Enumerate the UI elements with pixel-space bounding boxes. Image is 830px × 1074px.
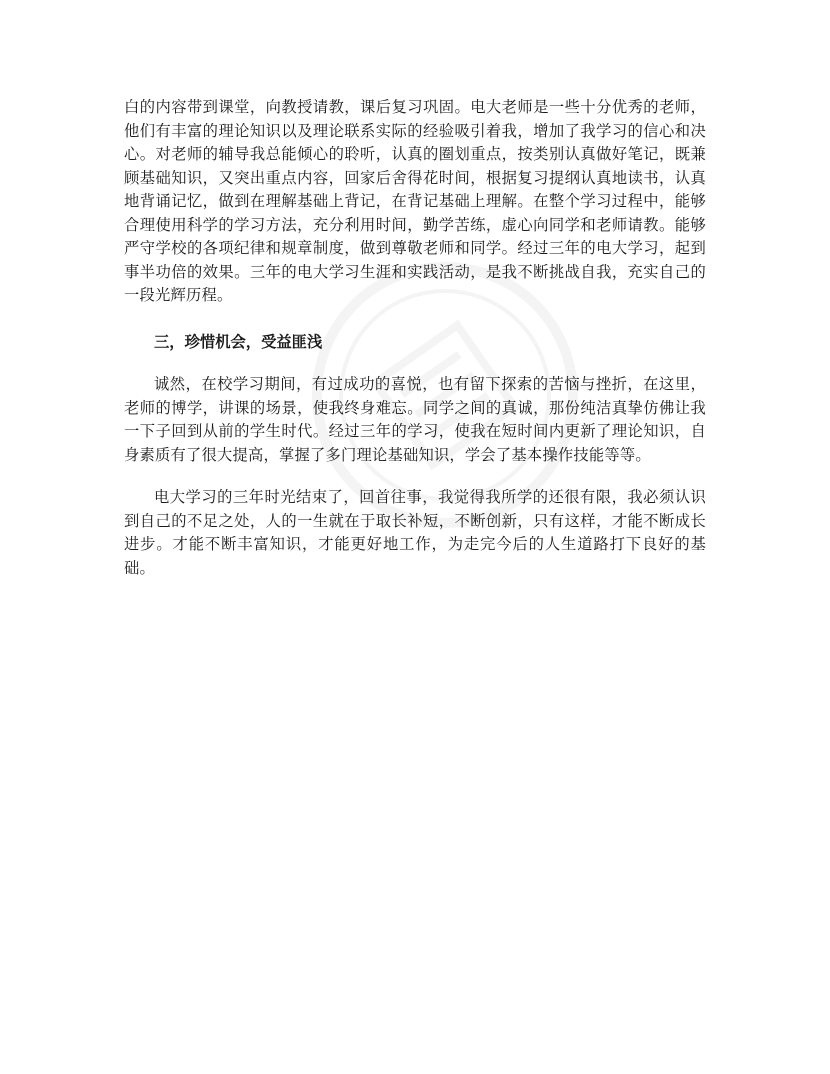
paragraph-continuation: 白的内容带到课堂，向教授请教，课后复习巩固。电大老师是一些十分优秀的老师，他们有丰富的理论知识以及理论联系实际的经验吸引着我，增加了我学习的信心和决心。对老师的辅导我总能倾心的聆听，认真的圈划重点，按类别认真做好笔记，既兼顾基础知识，又突出重点内容，回家后舍得花时间，根据复习提纲认真地读书，认真地背诵记忆，做到在理解基础上背记，在背记基础上理解。在整个学习过程中，能够合理使用科学的学习方法，充分利用时间，勤学苦练，虚心向同学和老师请教。能够严守学校的各项纪律和规章制度，做到尊敬老师和同学。经过三年的电大学习，起到事半功倍的效果。三年的电大学习生涯和实践活动，是我不断挑战自我，充实自己的一段光辉历程。 bbox=[124, 98, 706, 304]
spacer bbox=[124, 354, 706, 373]
spacer bbox=[124, 308, 706, 331]
document-body bbox=[124, 96, 706, 580]
paragraph-cherish-opportunity: 诚然，在校学习期间，有过成功的喜悦，也有留下探索的苦恼与挫折，在这里，老师的博学，讲课的场景，使我终身难忘。同学之间的真诚，那份纯洁真挚仿佛让我一下子回到从前的学生时代。经过三年的学习，使我在短时间内更新了理论知识，自身素质有了很大提高，掌握了多门理论基础知识，学会了基本操作技能等等。 bbox=[124, 375, 706, 464]
section-heading: 三，珍惜机会，受益匪浅 bbox=[154, 332, 323, 351]
paragraph-conclusion: 电大学习的三年时光结束了，回首往事，我觉得我所学的还很有限，我必须认识到自己的不足之处，人的一生就在于取长补短，不断创新，只有这样，才能不断成长进步。才能不断丰富知识，才能更好地工作，为走完今后的人生道路打下良好的基础。 bbox=[124, 488, 706, 577]
spacer bbox=[124, 467, 706, 486]
